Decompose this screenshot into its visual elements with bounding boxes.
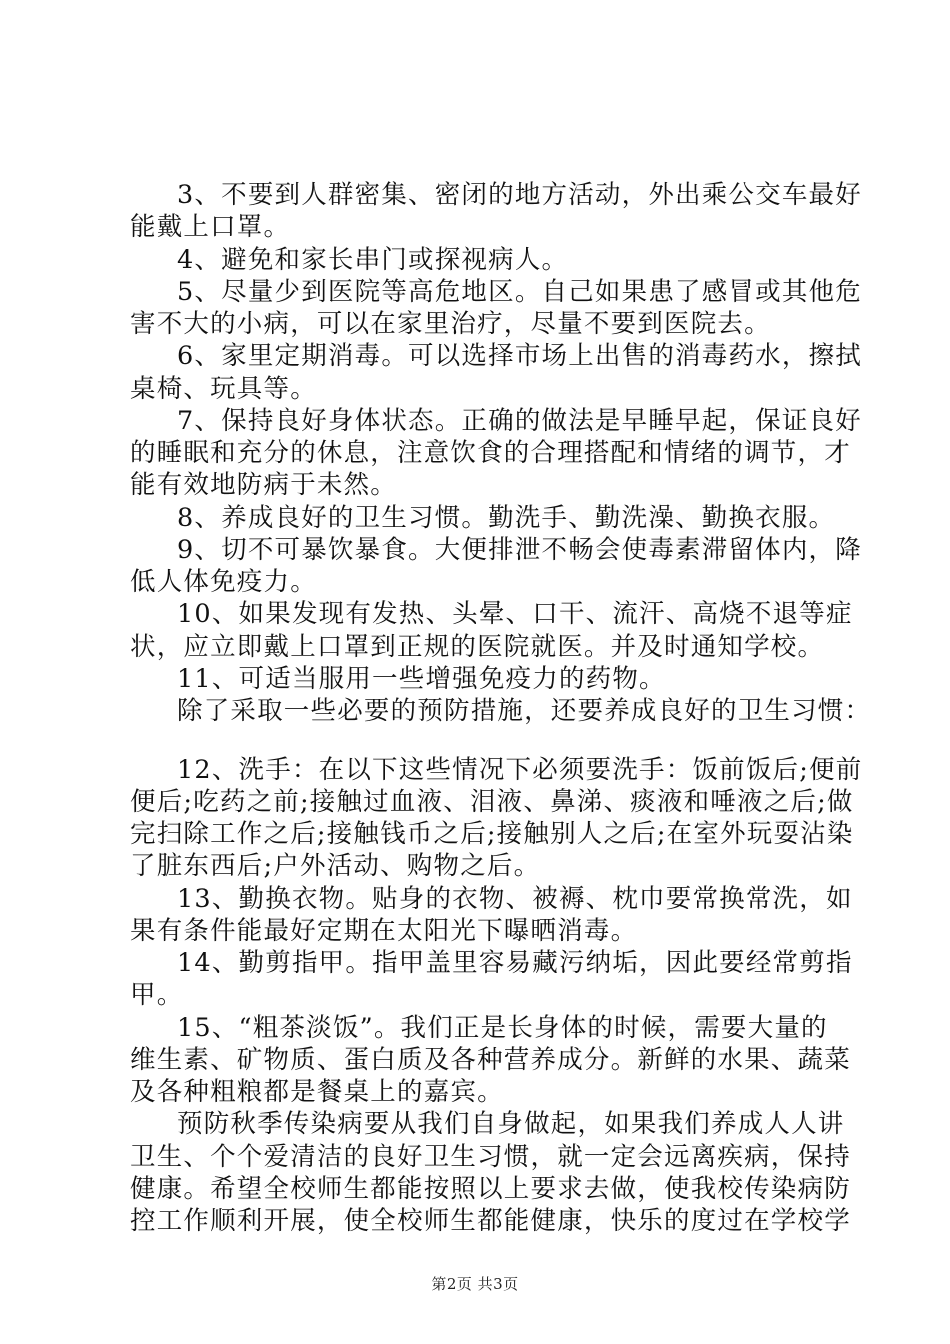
paragraph-line: 3、不要到人群密集、密闭的地方活动，外出乘公交车最好 — [177, 180, 862, 210]
paragraph-line: 7、保持良好身体状态。正确的做法是早睡早起，保证良好 — [177, 406, 862, 436]
paragraph-line: 能有效地防病于未然。 — [130, 470, 398, 500]
paragraph-line: 11、可适当服用一些增强免疫力的药物。 — [177, 664, 666, 694]
paragraph-line: 完扫除工作之后;接触钱币之后;接触别人之后;在室外玩耍沾染 — [130, 819, 854, 849]
paragraph-line: 桌椅、玩具等。 — [130, 374, 317, 404]
paragraph-line: 12、洗手：在以下这些情况下必须要洗手：饭前饭后;便前 — [177, 755, 863, 785]
paragraph-line: 4、避免和家长串门或探视病人。 — [177, 245, 569, 275]
paragraph-line: 低人体免疫力。 — [130, 567, 317, 597]
paragraph-line: 预防秋季传染病要从我们自身做起，如果我们养成人人讲 — [177, 1109, 845, 1139]
paragraph-line: 便后;吃药之前;接触过血液、泪液、鼻涕、痰液和唾液之后;做 — [130, 787, 854, 817]
paragraph-line: 控工作顺利开展，使全校师生都能健康，快乐的度过在学校学 — [130, 1206, 851, 1236]
paragraph-line: 13、勤换衣物。贴身的衣物、被褥、枕巾要常换常洗，如 — [177, 884, 853, 914]
paragraph-line: 的睡眠和充分的休息，注意饮食的合理搭配和情绪的调节，才 — [130, 438, 851, 468]
paragraph-line: 除了采取一些必要的预防措施，还要养成良好的卫生习惯： — [177, 696, 872, 726]
paragraph-line: 5、尽量少到医院等高危地区。自己如果患了感冒或其他危 — [177, 277, 862, 307]
paragraph-line: 害不大的小病，可以在家里治疗，尽量不要到医院去。 — [130, 309, 771, 339]
paragraph-line: 健康。希望全校师生都能按照以上要求去做，使我校传染病防 — [130, 1174, 851, 1204]
paragraph-line: 卫生、个个爱清洁的良好卫生习惯，就一定会远离疾病，保持 — [130, 1142, 851, 1172]
page-number-footer: 第2页 共3页 — [431, 1275, 519, 1293]
paragraph-line: 15、“粗茶淡饭”。我们正是长身体的时候，需要大量的 — [177, 1013, 828, 1043]
paragraph-line: 10、如果发现有发热、头晕、口干、流汗、高烧不退等症 — [177, 599, 853, 629]
paragraph-line: 8、养成良好的卫生习惯。勤洗手、勤洗澡、勤换衣服。 — [177, 503, 836, 533]
paragraph-line: 6、家里定期消毒。可以选择市场上出售的消毒药水，擦拭 — [177, 341, 862, 371]
paragraph-line: 及各种粗粮都是餐桌上的嘉宾。 — [130, 1077, 504, 1107]
paragraph-line: 甲。 — [130, 980, 184, 1010]
paragraph-line: 14、勤剪指甲。指甲盖里容易藏污纳垢，因此要经常剪指 — [177, 948, 853, 978]
paragraph-line: 维生素、矿物质、蛋白质及各种营养成分。新鲜的水果、蔬菜 — [130, 1045, 851, 1075]
paragraph-line: 9、切不可暴饮暴食。大便排泄不畅会使毒素滞留体内，降 — [177, 535, 862, 565]
paragraph-line: 了脏东西后;户外活动、购物之后。 — [130, 851, 541, 881]
paragraph-line: 能戴上口罩。 — [130, 212, 291, 242]
paragraph-line: 果有条件能最好定期在太阳光下曝晒消毒。 — [130, 916, 638, 946]
paragraph-line: 状，应立即戴上口罩到正规的医院就医。并及时通知学校。 — [130, 632, 825, 662]
